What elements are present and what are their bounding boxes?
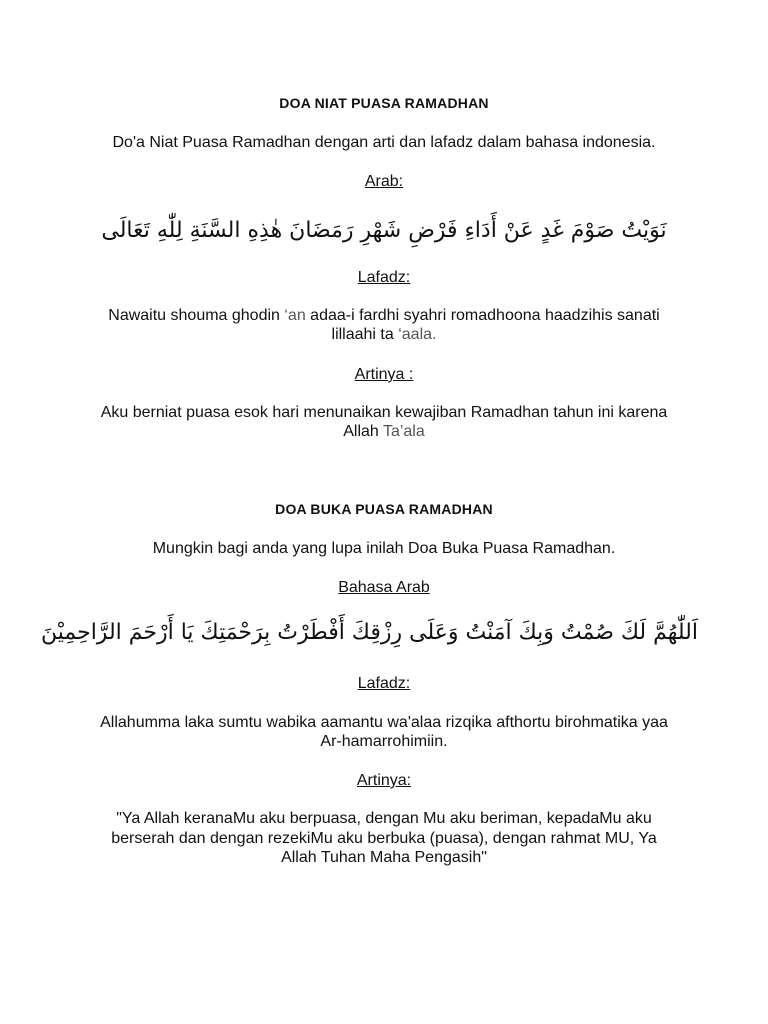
buka-arab-label: Bahasa Arab [338, 579, 430, 596]
buka-artinya-label: Artinya: [356, 772, 412, 789]
niat-artinya-line2-a: Allah [343, 423, 383, 440]
niat-lafadz-line1 [70, 306, 698, 325]
buka-title: DOA BUKA PUASA RAMADHAN [275, 501, 493, 517]
buka-lafadz-label: Lafadz: [357, 675, 411, 692]
buka-intro: Mungkin bagi anda yang lupa inilah Doa Buka Puasa Ramadhan. [152, 540, 616, 557]
niat-title: DOA NIAT PUASA RAMADHAN [279, 95, 489, 111]
niat-arab-label: Arab: [364, 173, 404, 190]
niat-artinya-line2 [70, 422, 698, 441]
niat-lafadz-line2-b: ‘aala. [398, 326, 437, 343]
niat-arab-text: نَوَيْتُ صَوْمَ غَدٍ عَنْ أَدَاءِ فَرْضِ شَهْرِ رَمَضَانَ هٰذِهِ السَّنَةِ لِلّٰهِ تَعَالَى [101, 218, 667, 243]
buka-artinya-line2: berserah dan dengan rezekiMu aku berbuka (puasa), dengan rahmat MU, Ya [111, 830, 657, 847]
niat-lafadz-line1-a: Nawaitu shouma ghodin [108, 307, 285, 324]
niat-lafadz-line2 [70, 325, 698, 344]
niat-lafadz-line2-a: lillaahi ta [331, 326, 399, 343]
niat-intro: Do'a Niat Puasa Ramadhan dengan arti dan lafadz dalam bahasa indonesia. [112, 134, 656, 151]
buka-artinya-label-wrap [70, 771, 698, 790]
buka-artinya-line3: Allah Tuhan Maha Pengasih" [281, 849, 487, 866]
buka-arab-text: اَللّٰهُمَّ لَكَ صُمْتُ وَبِكَ آمَنْتُ وَعَلَى رِزْقِكَ أَفْطَرْتُ بِرَحْمَتِكَ يَا أَرْحَمَ الرَّاحِمِيْنَ [40, 620, 698, 645]
niat-artinya-line1: Aku berniat puasa esok hari menunaikan kewajiban Ramadhan tahun ini karena [100, 404, 668, 421]
niat-lafadz-line1-b: ‘an [284, 307, 306, 324]
niat-lafadz-label-wrap [70, 268, 698, 287]
niat-artinya-label: Artinya : [354, 366, 414, 383]
buka-arab-label-wrap [70, 578, 698, 597]
niat-artinya-label-wrap [70, 365, 698, 384]
buka-artinya-line1: "Ya Allah keranaMu aku berpuasa, dengan Mu aku beriman, kepadaMu aku [116, 810, 652, 827]
buka-lafadz-line2: Ar-hamarrohimiin. [320, 733, 448, 750]
niat-lafadz-label: Lafadz: [357, 269, 411, 286]
buka-lafadz-label-wrap [70, 674, 698, 693]
buka-lafadz-line1: Allahumma laka sumtu wabika aamantu wa'alaa rizqika afthortu birohmatika yaa [100, 714, 668, 731]
niat-arab-label-wrap [70, 172, 698, 191]
niat-lafadz-line1-c: adaa-i fardhi syahri romadhoona haadzihis sanati [305, 307, 660, 324]
niat-artinya-line2-b: Ta’ala [382, 423, 425, 440]
